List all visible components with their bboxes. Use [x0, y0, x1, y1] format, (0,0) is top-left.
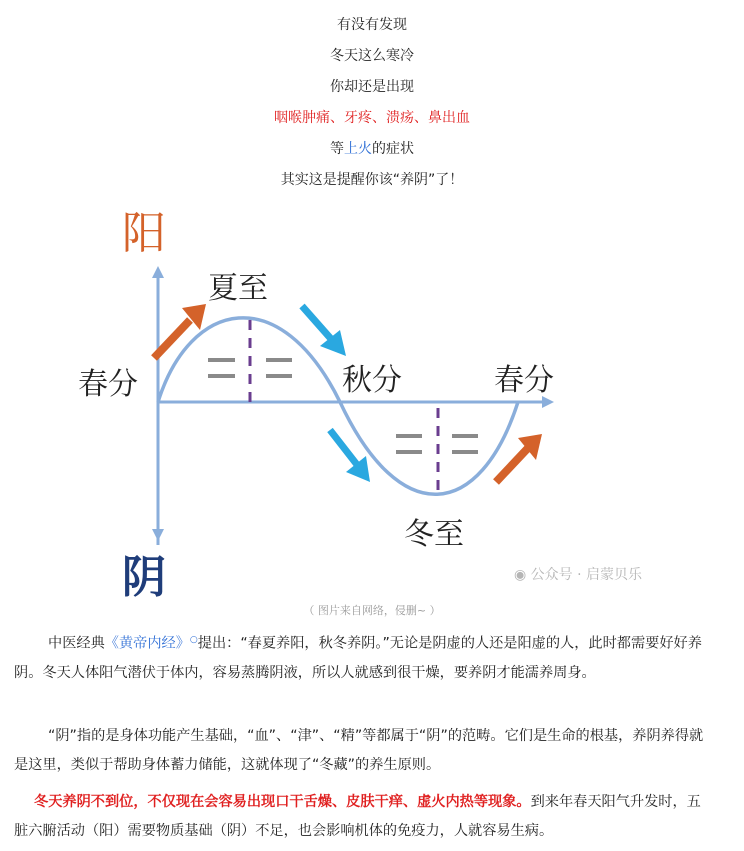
- intro-line-1: 有没有发现: [337, 17, 407, 33]
- shanghuo-highlight: 上火: [344, 141, 372, 157]
- spring-equinox-left-label: 春分: [78, 368, 138, 401]
- p3-emphasis: 冬天养阴不到位，不仅现在会容易出现口干舌燥、皮肤干痒、虚火内热等现象。: [34, 794, 531, 810]
- yin-label: 阴: [122, 553, 166, 600]
- intro-line-5-suffix: 的症状: [372, 141, 414, 157]
- paragraph-3: [14, 788, 704, 846]
- intro-poem: [0, 10, 744, 196]
- autumn-equinox-label: 秋分: [342, 364, 402, 397]
- search-icon[interactable]: ○: [189, 635, 198, 645]
- blue-arrow-summer-to-autumn: [302, 306, 346, 356]
- huangdi-neijing-link[interactable]: 《黄帝内经》: [104, 635, 190, 652]
- intro-line-2: 冬天这么寒冷: [330, 48, 414, 64]
- intro-line-5: [0, 134, 744, 165]
- winter-solstice-label: 冬至: [404, 518, 464, 551]
- spring-equinox-right-label: 春分: [494, 364, 554, 397]
- seasons-curve-svg: [70, 190, 670, 600]
- watermark: [514, 564, 642, 584]
- intro-line-3: 你却还是出现: [330, 79, 414, 95]
- yang-label: 阳: [122, 209, 166, 258]
- orange-arrow-up-left: [154, 304, 206, 358]
- p2-body: “阴”指的是身体功能产生基础，“血”、“津”、“精”等都属于“阴”的范畴。它们是生命的根基，养阴养得就是这里，类似于帮助身体蓄力储能，这就体现了“冬藏”的养生原则。: [14, 728, 704, 773]
- blue-arrow-autumn-to-winter: [330, 430, 370, 482]
- p1-lead: 中医经典: [48, 635, 105, 652]
- paragraph-2: [14, 722, 704, 780]
- p1-body: 提出：“春夏养阳，秋冬养阴。”无论是阴虚的人还是阳虚的人，此时都需要好好养阴。冬天人体阳气潜伏于体内，容易蒸腾阴液，所以人就感到很干燥，要养阴才能濡养周身。: [14, 635, 702, 681]
- intro-line-6: 其实这是提醒你该“养阴”了！: [280, 172, 464, 188]
- summer-solstice-label: 夏至: [208, 272, 268, 305]
- image-caption: （ 图片来自网络，侵删~ ）: [303, 604, 441, 617]
- p3-body: 到来年春天阳气升发时，五脏六腑活动（阳）需要物质基础（阴）不足，也会影响机体的免疫力，人就容易生病。: [14, 794, 701, 839]
- intro-line-5-prefix: 等: [330, 141, 344, 157]
- intro-line-symptoms: 咽喉肿痛、牙疼、溃疡、鼻出血: [274, 110, 470, 126]
- watermark-text: 公众号 · 启蒙贝乐: [530, 567, 642, 583]
- paragraph-1: [14, 626, 704, 688]
- yin-yang-seasons-diagram: [70, 190, 670, 600]
- wechat-icon: ◉: [513, 567, 531, 583]
